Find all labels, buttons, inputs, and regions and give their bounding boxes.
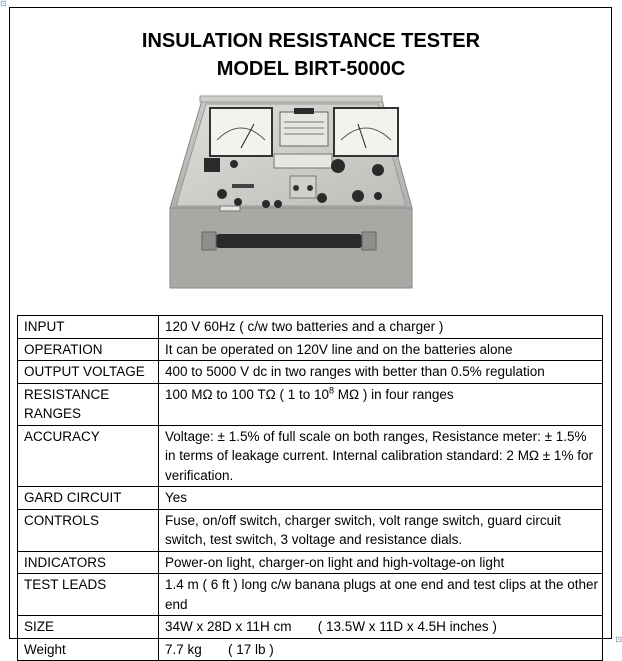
spec-row-indicators (18, 551, 603, 574)
corner-handle-icon: ⊡ (0, 0, 7, 8)
spec-row-controls (18, 509, 603, 551)
spec-row-operation (18, 338, 603, 361)
spec-key: RESISTANCE RANGES (18, 383, 159, 425)
spec-value: Yes (159, 487, 603, 510)
spec-key: INDICATORS (18, 551, 159, 574)
spec-value: 400 to 5000 V dc in two ranges with better than 0.5% regulation (159, 361, 603, 384)
spec-key: INPUT (18, 316, 159, 339)
spec-value: 34W x 28D x 11H cm ( 13.5W x 11D x 4.5H inches ) (159, 616, 603, 639)
spec-value: 7.7 kg ( 17 lb ) (159, 638, 603, 661)
spec-key: TEST LEADS (18, 574, 159, 616)
spec-row-size (18, 616, 603, 639)
spec-value (159, 383, 603, 425)
spec-row-output-voltage (18, 361, 603, 384)
title-line-2: MODEL BIRT-5000C (216, 58, 406, 80)
spec-value: Voltage: ± 1.5% of full scale on both ranges, Resistance meter: ± 1.5% in terms of leakage current. Internal calibration standard: 2 MΩ ± 1% for verification. (159, 425, 603, 487)
spec-key: SIZE (18, 616, 159, 639)
spec-value: It can be operated on 120V line and on the batteries alone (159, 338, 603, 361)
spec-key: OPERATION (18, 338, 159, 361)
spec-key: CONTROLS (18, 509, 159, 551)
corner-handle-icon-bottom: ⊡ (615, 635, 622, 644)
spec-value-pre: 100 MΩ to 100 TΩ ( 1 to 10 (165, 386, 330, 402)
spec-key: OUTPUT VOLTAGE (18, 361, 159, 384)
spec-row-weight (18, 638, 603, 661)
spec-value-exponent: 8 (329, 385, 335, 395)
spec-row-input (18, 316, 603, 339)
spec-value: Power-on light, charger-on light and high-voltage-on light (159, 551, 603, 574)
insulation-tester-device-photo (162, 88, 417, 306)
title-line-1: INSULATION RESISTANCE TESTER (141, 30, 481, 52)
spec-key: ACCURACY (18, 425, 159, 487)
spec-row-test-leads (18, 574, 603, 616)
spec-value: Fuse, on/off switch, charger switch, volt range switch, guard circuit switch, test switch, 3 voltage and resistance dials. (159, 509, 603, 551)
specifications-table (17, 315, 603, 661)
spec-key: GARD CIRCUIT (18, 487, 159, 510)
spec-value: 120 V 60Hz ( c/w two batteries and a charger ) (159, 316, 603, 339)
spec-row-resistance-ranges (18, 383, 603, 425)
spec-key: Weight (18, 638, 159, 661)
spec-row-gard-circuit (18, 487, 603, 510)
spec-value-post: MΩ ) in four ranges (334, 386, 454, 402)
spec-row-accuracy (18, 425, 603, 487)
spec-value: 1.4 m ( 6 ft ) long c/w banana plugs at one end and test clips at the other end (159, 574, 603, 616)
